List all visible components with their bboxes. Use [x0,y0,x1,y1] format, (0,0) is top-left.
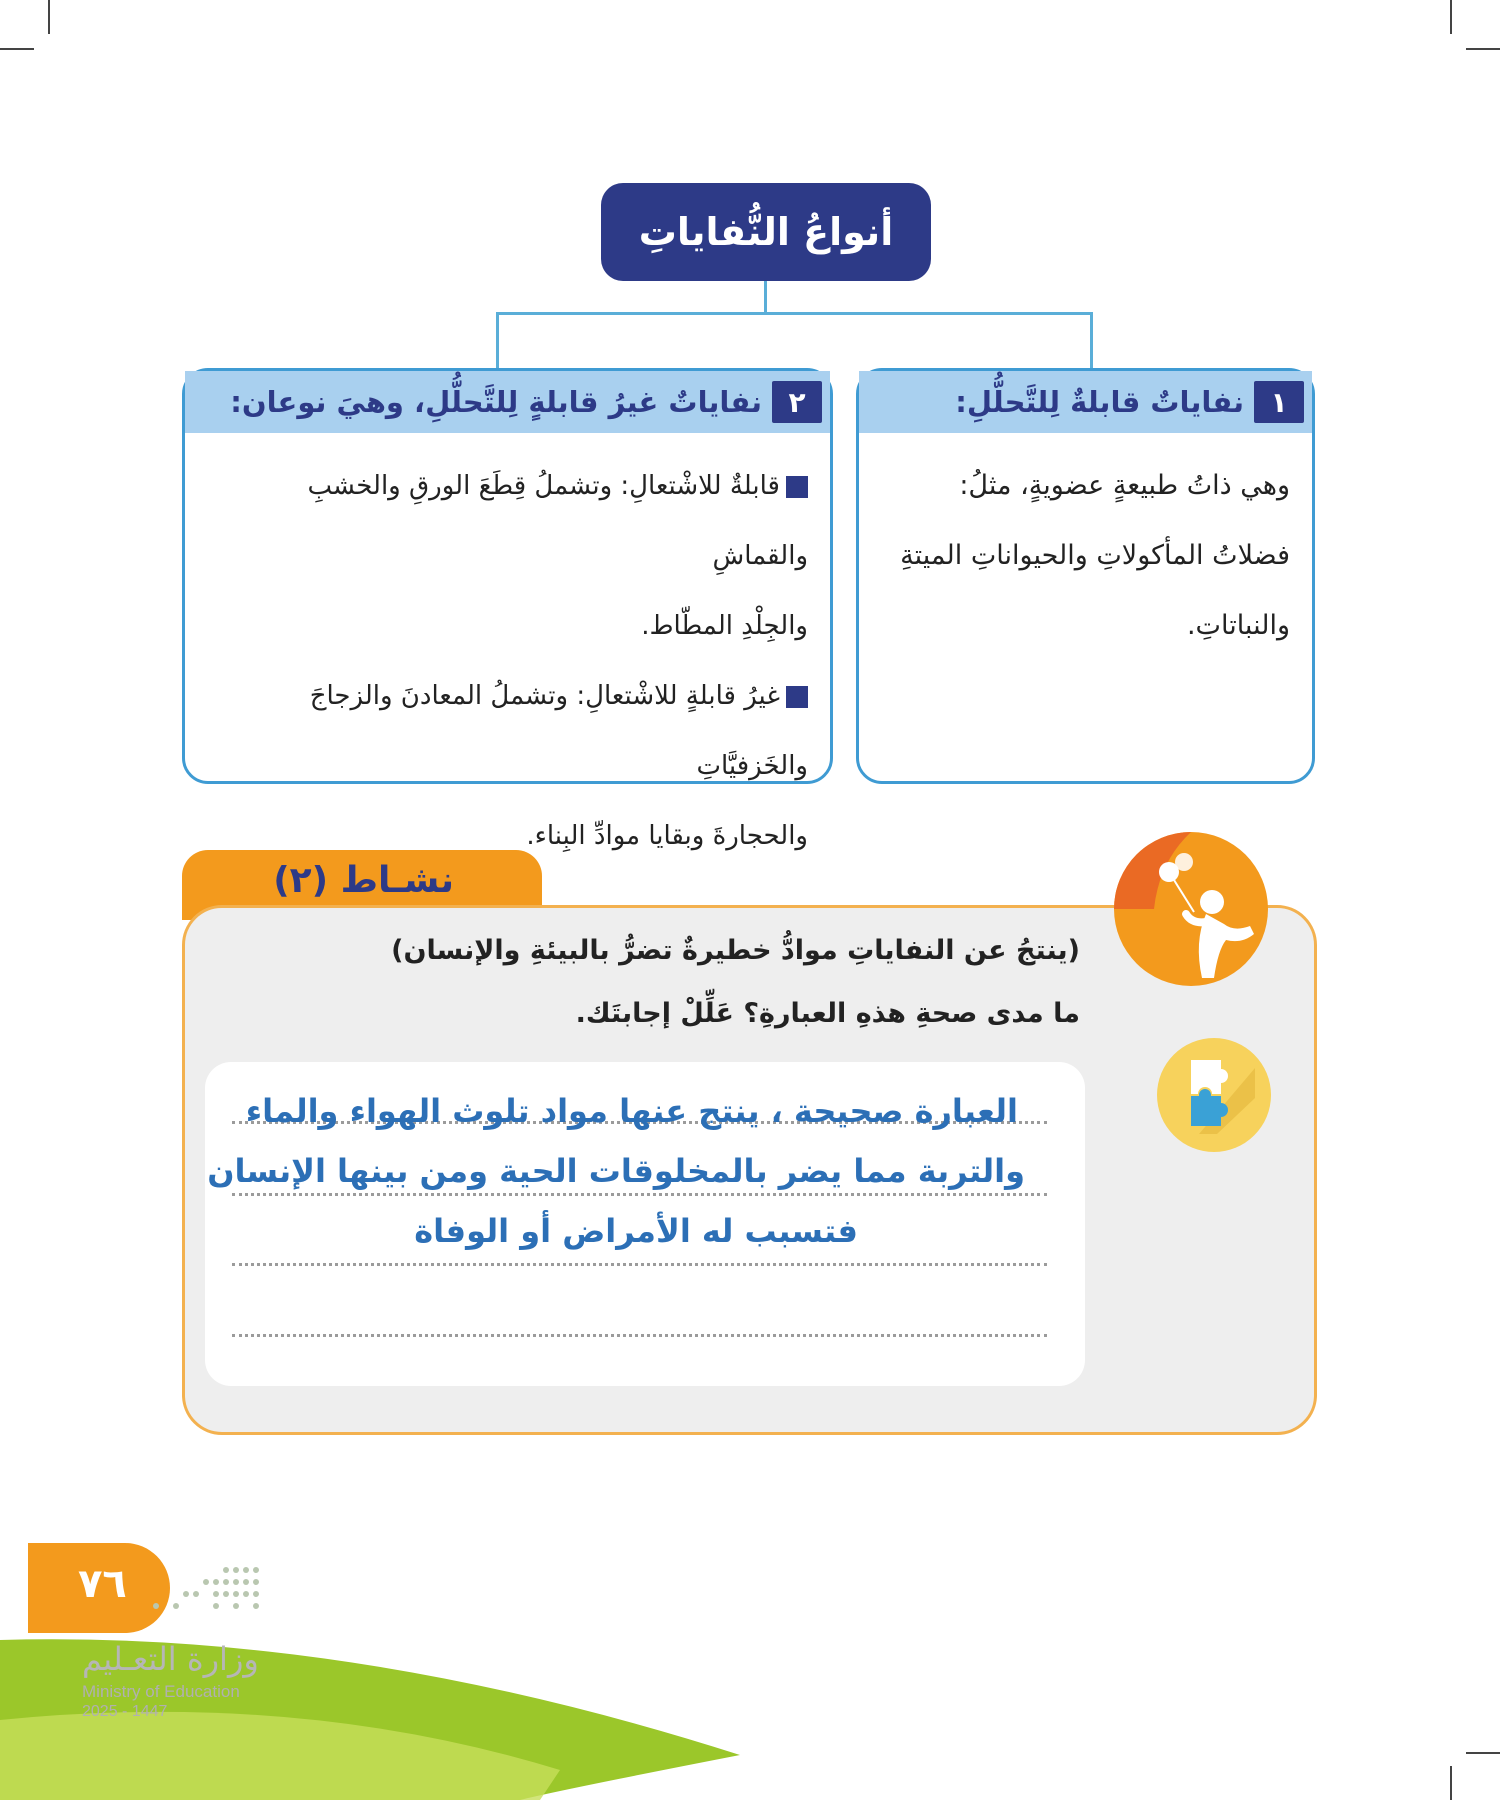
category-box-degradable [856,368,1315,784]
ministry-name-english: Ministry of Education [82,1682,240,1701]
page-number: ٧٦ [78,1561,127,1607]
answer-text-line: العبارة صحيحة ، ينتج عنها مواد تلوث الهواء والماء [245,1092,1018,1130]
activity-label: نشـاط (٢) [273,860,454,901]
category-text-line: والنباتاتِ. [1186,610,1290,641]
category-item [207,451,808,591]
category-item-continued: والجِلْدِ المطّاط. [641,611,808,641]
crop-mark [1466,48,1500,50]
connector-line [496,312,1092,315]
connector-line [496,312,499,370]
ministry-logo-dots [96,1560,266,1640]
category-body [185,433,830,871]
crop-mark [0,48,34,50]
category-title: نفاياتٌ قابلةٌ لِلتَّحلُّلِ: [955,385,1244,419]
category-number-badge: ٢ [772,381,822,423]
category-title: نفاياتٌ غيرُ قابلةٍ لِلتَّحلُّلِ، وهيَ نوعان: [230,385,762,419]
category-body [859,433,1312,661]
crop-mark [1450,0,1452,34]
category-text-line: فضلاتُ المأكولاتِ والحيواناتِ الميتةِ [900,540,1290,571]
page-title-box [601,183,931,281]
ministry-year: 2025 - 1447 [82,1703,168,1720]
category-text-line: وهي ذاتُ طبيعةٍ عضويةٍ، مثلُ: [959,470,1290,501]
crop-mark [48,0,50,34]
category-item-text: غيرُ قابلةٍ للاشْتعالِ: وتشملُ المعادنَ والزجاجَ والخَزفيَّاتِ [309,681,808,781]
square-bullet-icon [786,686,808,708]
category-item-text: قابلةٌ للاشْتعالِ: وتشملُ قِطَعَ الورقِ والخشبِ والقماشِ [307,471,808,571]
dotted-line [232,1263,1047,1266]
page-title: أنواعُ النُّفاياتِ [638,210,894,254]
child-balloon-icon [1114,832,1268,986]
dotted-line [232,1193,1047,1196]
category-header [859,371,1312,433]
category-item [207,661,808,801]
answer-text-line: والتربة مما يضر بالمخلوقات الحية ومن بينها الإنسان [207,1152,1025,1190]
activity-question: ما مدى صحةِ هذهِ العبارةِ؟ عَلِّلْ إجابتَك. [575,998,1080,1029]
answer-text-line: فتسبب له الأمراض أو الوفاة [414,1212,858,1250]
category-header [185,371,830,433]
square-bullet-icon [786,476,808,498]
connector-line [764,281,767,314]
puzzle-icon [1157,1038,1271,1152]
category-box-non-degradable [182,368,833,851]
activity-statement: (ينتجُ عن النفاياتِ موادُّ خطيرةٌ تضرُّ بالبيئةِ والإنسان) [391,935,1080,966]
category-number-badge: ١ [1254,381,1304,423]
dotted-line [232,1334,1047,1337]
category-item-continued: والحجارةَ وبقايا موادِّ البِناء. [526,821,808,851]
ministry-name-arabic: وزارة التعـليم [82,1640,259,1678]
connector-line [1090,312,1093,370]
